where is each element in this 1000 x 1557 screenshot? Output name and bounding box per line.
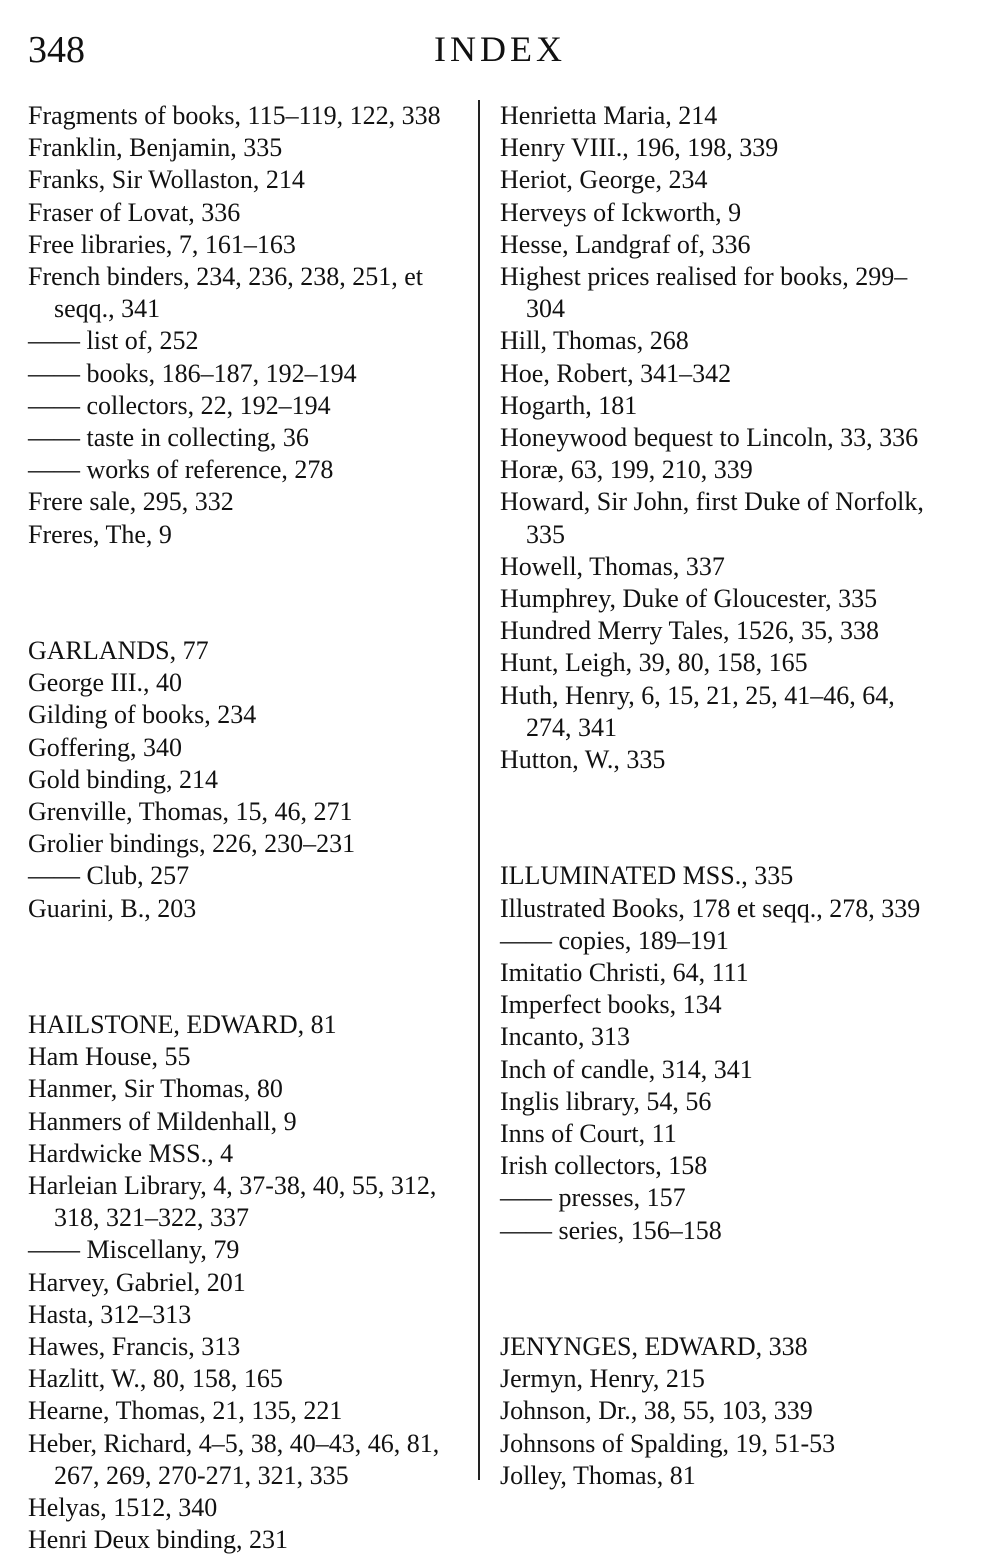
index-entry: Helyas, 1512, 340: [28, 1493, 218, 1523]
index-entry: Goffering, 340: [28, 732, 183, 762]
index-entry: Grenville, Thomas, 15, 46, 271: [28, 797, 353, 827]
index-entry: Johnsons of Spalding, 19, 51-53: [500, 1428, 836, 1458]
index-entry: Horæ, 63, 199, 210, 339: [500, 455, 753, 485]
index-entry: Frere sale, 295, 332: [28, 487, 234, 517]
index-entry: Hawes, Francis, 313: [28, 1332, 241, 1362]
right-column: [500, 100, 940, 1492]
index-entry: Harleian Library, 4, 37-38, 40, 55, 312, 318, 321–322, 337: [28, 1171, 437, 1233]
index-entry: Johnson, Dr., 38, 55, 103, 339: [500, 1396, 813, 1426]
section-gap: [500, 802, 940, 834]
index-entry: Humphrey, Duke of Gloucester, 335: [500, 584, 878, 614]
index-entry: —— copies, 189–191: [500, 925, 729, 955]
index-entry: —— series, 156–158: [500, 1215, 722, 1245]
index-entry: Heber, Richard, 4–5, 38, 40–43, 46, 81, 267, 269, 270-271, 321, 335: [28, 1428, 440, 1490]
index-entry: Hogarth, 181: [500, 390, 638, 420]
index-entry: Jolley, Thomas, 81: [500, 1460, 696, 1490]
index-entry: Franklin, Benjamin, 335: [28, 133, 283, 163]
index-entry: Inch of candle, 314, 341: [500, 1054, 753, 1084]
index-entry: Hearne, Thomas, 21, 135, 221: [28, 1396, 343, 1426]
index-entry: Ham House, 55: [28, 1042, 191, 1072]
index-entry: Henri Deux binding, 231: [28, 1525, 288, 1555]
index-entry: Gold binding, 214: [28, 764, 218, 794]
section-gap: [28, 951, 468, 983]
index-entry: Hoe, Robert, 341–342: [500, 358, 732, 388]
index-entry: Illustrated Books, 178 et seqq., 278, 339: [500, 893, 921, 923]
page-title: INDEX: [434, 29, 566, 69]
index-entry: —— books, 186–187, 192–194: [28, 358, 357, 388]
index-entry: Imperfect books, 134: [500, 990, 722, 1020]
index-entry: —— taste in collecting, 36: [28, 423, 309, 453]
index-entry: —— Club, 257: [28, 861, 190, 891]
index-entry: Herveys of Ickworth, 9: [500, 197, 742, 227]
index-entry: Hutton, W., 335: [500, 745, 666, 775]
index-entry: Hundred Merry Tales, 1526, 35, 338: [500, 616, 879, 646]
index-entry: GARLANDS, 77: [28, 636, 209, 666]
index-entry: Hazlitt, W., 80, 158, 165: [28, 1364, 283, 1394]
index-entry: Henry VIII., 196, 198, 339: [500, 133, 779, 163]
index-entry: Hanmer, Sir Thomas, 80: [28, 1074, 283, 1104]
index-entry: Honeywood bequest to Lincoln, 33, 336: [500, 423, 919, 453]
index-entry: Hesse, Landgraf of, 336: [500, 229, 751, 259]
index-entry: Inns of Court, 11: [500, 1119, 677, 1149]
index-entry: Guarini, B., 203: [28, 893, 197, 923]
index-entry: Gilding of books, 234: [28, 700, 257, 730]
index-entry: —— list of, 252: [28, 326, 199, 356]
index-entry: Hasta, 312–313: [28, 1299, 192, 1329]
index-entry: Hardwicke MSS., 4: [28, 1138, 234, 1168]
index-entry: —— works of reference, 278: [28, 455, 334, 485]
section-gap: [28, 577, 468, 609]
index-entry: —— presses, 157: [500, 1183, 686, 1213]
index-entry: Franks, Sir Wollaston, 214: [28, 165, 305, 195]
index-entry: Fraser of Lovat, 336: [28, 197, 241, 227]
index-entry: Hunt, Leigh, 39, 80, 158, 165: [500, 648, 808, 678]
page-number: 348: [28, 29, 85, 71]
column-divider: [478, 100, 480, 1480]
index-entry: Huth, Henry, 6, 15, 21, 25, 41–46, 64, 274, 341: [500, 680, 895, 742]
index-entry: Harvey, Gabriel, 201: [28, 1267, 246, 1297]
index-entry: Howard, Sir John, first Duke of Norfolk, 335: [500, 487, 924, 549]
left-column: [28, 100, 468, 1557]
index-entry: French binders, 234, 236, 238, 251, et seqq., 341: [28, 262, 424, 324]
index-entry: Fragments of books, 115–119, 122, 338: [28, 101, 441, 130]
index-entry: Inglis library, 54, 56: [500, 1086, 712, 1116]
index-entry: Freres, The, 9: [28, 519, 172, 549]
index-entry: Imitatio Christi, 64, 111: [500, 958, 749, 988]
index-entry: JENYNGES, EDWARD, 338: [500, 1332, 808, 1362]
index-entry: Hanmers of Mildenhall, 9: [28, 1106, 297, 1136]
index-entry: Highest prices realised for books, 299–304: [500, 262, 908, 324]
index-entry: Heriot, George, 234: [500, 165, 708, 195]
index-entry: Free libraries, 7, 161–163: [28, 229, 296, 259]
index-entry: Hill, Thomas, 268: [500, 326, 689, 356]
index-entry: Irish collectors, 158: [500, 1151, 708, 1181]
index-entry: Grolier bindings, 226, 230–231: [28, 829, 356, 859]
index-entry: Incanto, 313: [500, 1022, 630, 1052]
index-entry: —— Miscellany, 79: [28, 1235, 240, 1265]
index-entry: George III., 40: [28, 668, 183, 698]
section-gap: [500, 1273, 940, 1305]
index-entry: Howell, Thomas, 337: [500, 551, 725, 581]
index-entry: Jermyn, Henry, 215: [500, 1364, 705, 1394]
index-entry: ILLUMINATED MSS., 335: [500, 861, 794, 891]
index-entry: HAILSTONE, EDWARD, 81: [28, 1010, 337, 1040]
index-entry: Henrietta Maria, 214: [500, 101, 718, 130]
index-entry: —— collectors, 22, 192–194: [28, 390, 331, 420]
